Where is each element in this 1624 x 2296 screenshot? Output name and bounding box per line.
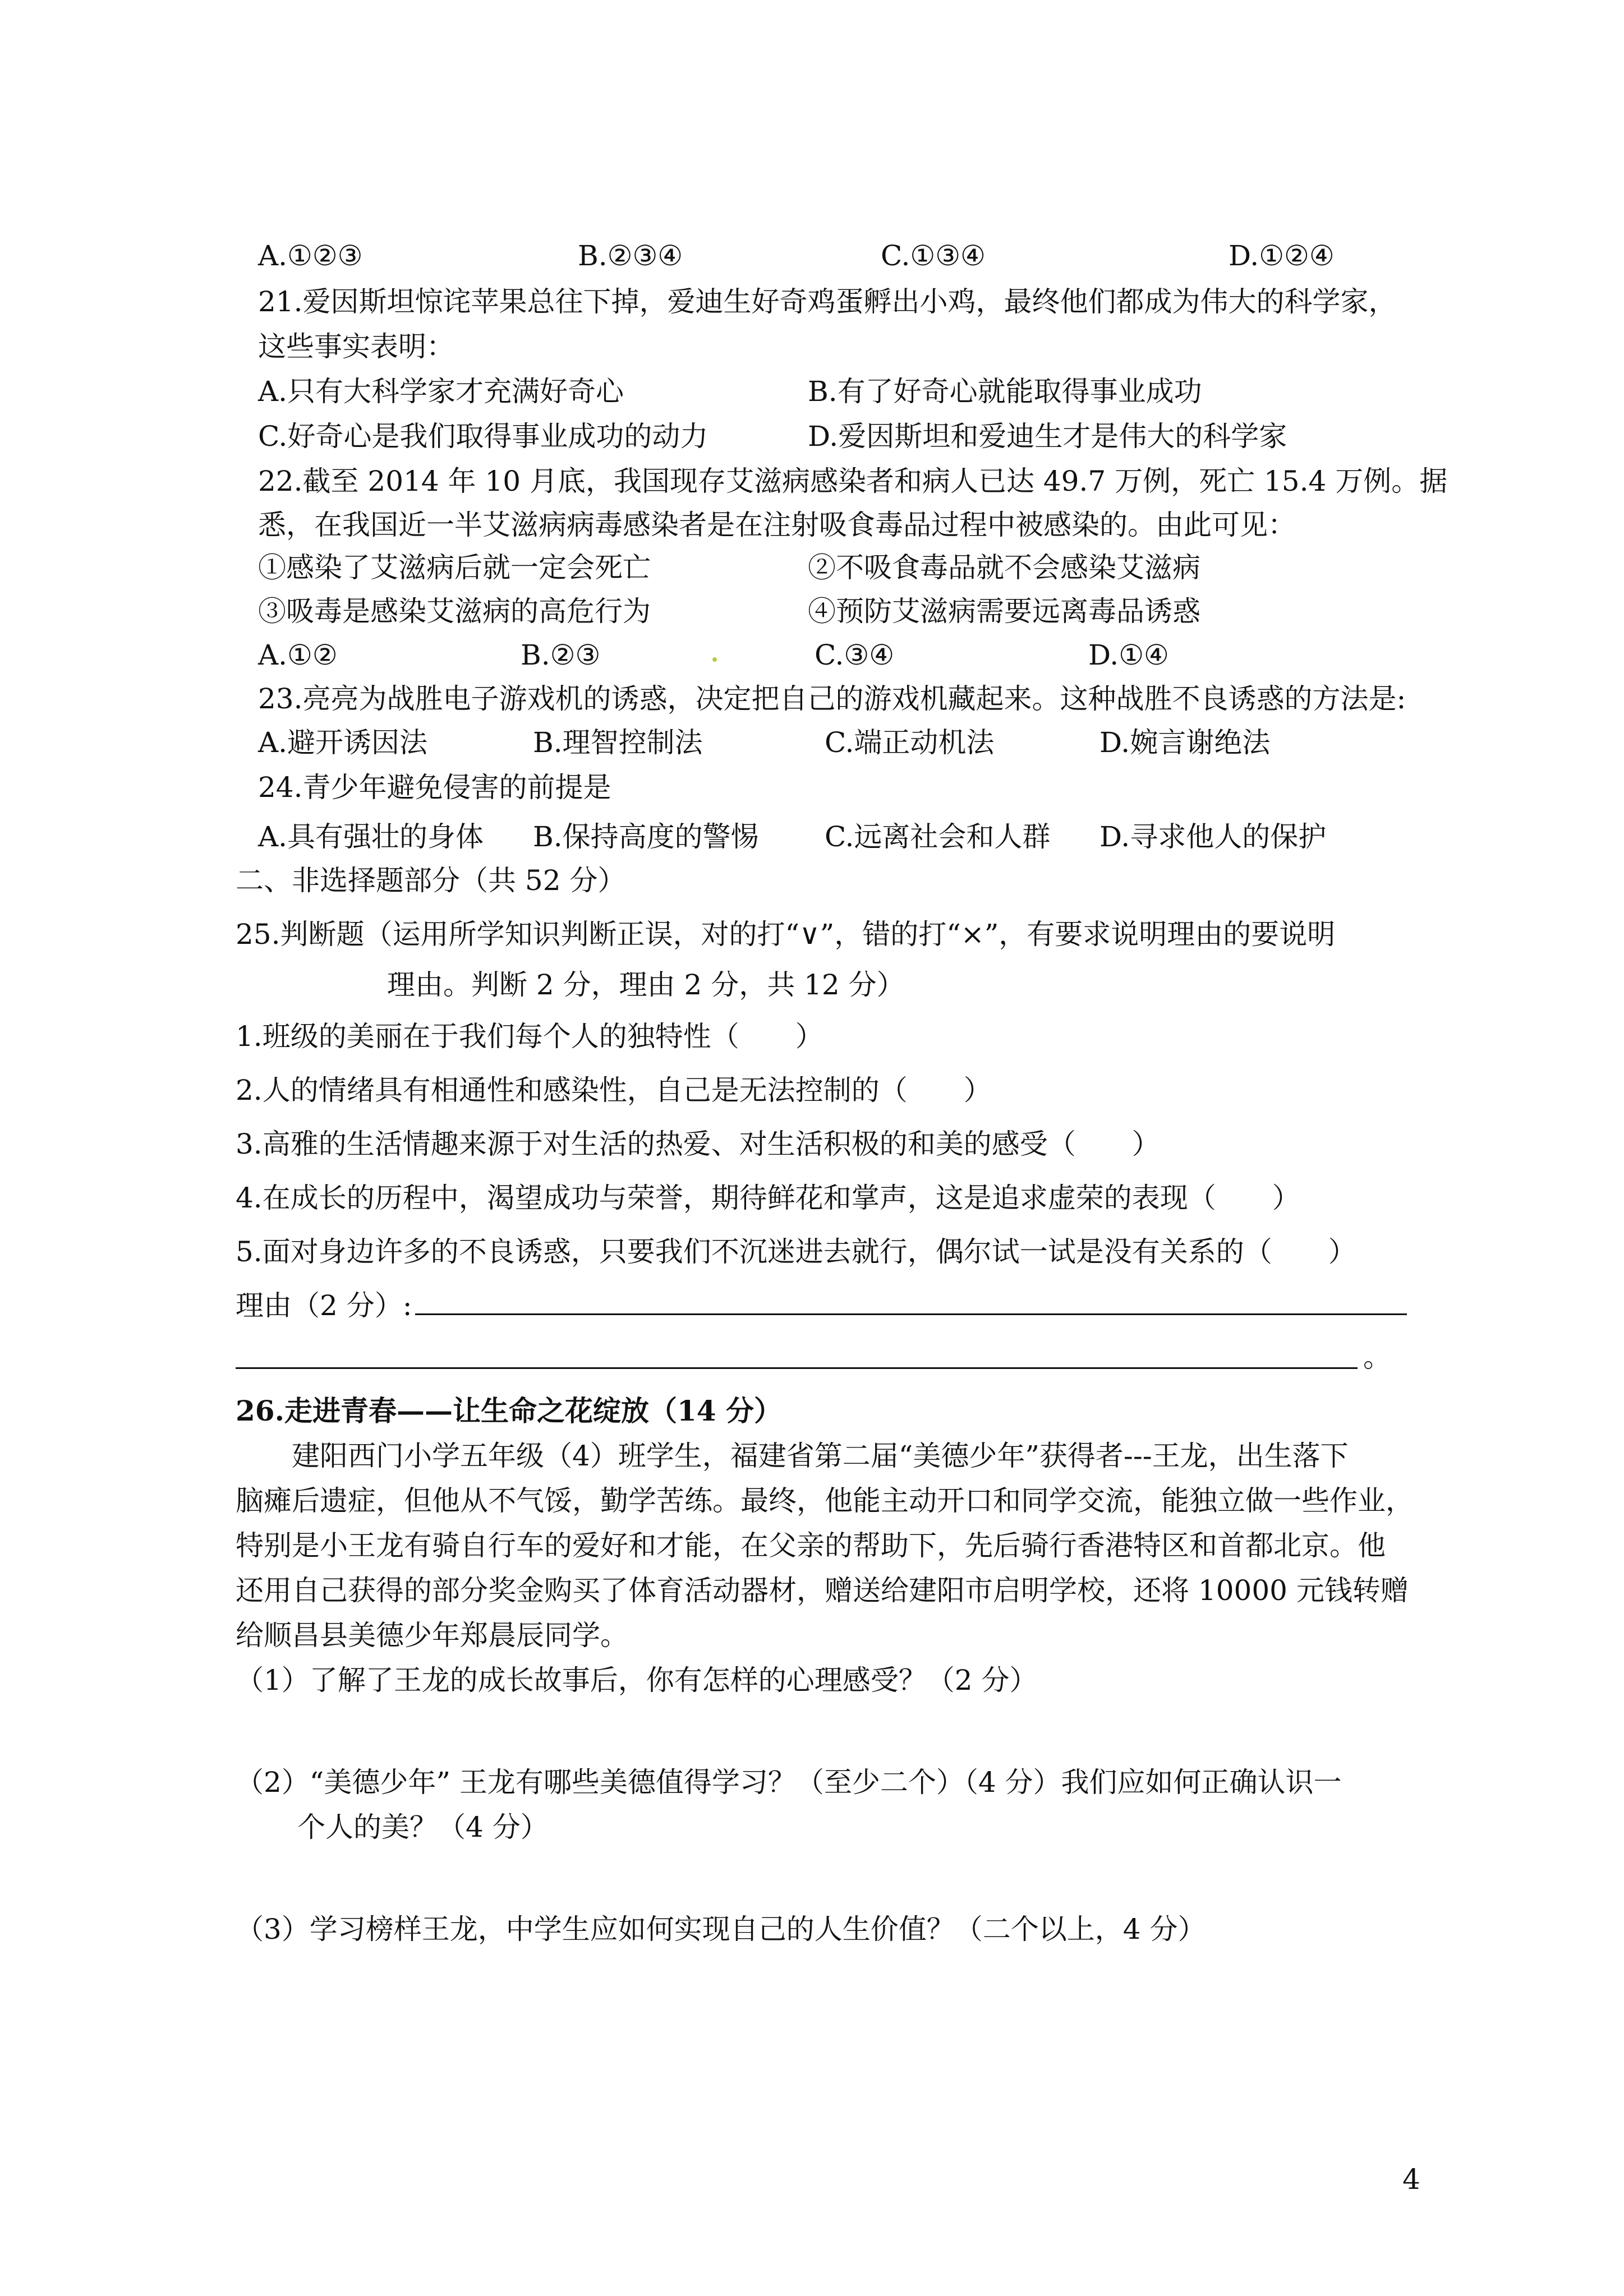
q21-option-d: D.爱因斯坦和爱迪生才是伟大的科学家 xyxy=(808,420,1287,453)
q20-option-a: A.①②③ xyxy=(258,239,363,272)
q26-para-line2: 脑瘫后遗症，但他从不气馁，勤学苦练。最终，他能主动开口和同学交流，能独立做一些作业， xyxy=(236,1484,1414,1517)
q24-option-c: C.远离社会和人群 xyxy=(825,820,1051,853)
q26-para-line4: 还用自己获得的部分奖金购买了体育活动器材，赠送给建阳市启明学校，还将 10000 元钱转赠 xyxy=(236,1574,1409,1607)
q22-item-4: ④预防艾滋病需要远离毒品诱惑 xyxy=(808,595,1200,628)
q24-option-d: D.寻求他人的保护 xyxy=(1099,820,1327,853)
section-heading: 二、非选择题部分（共 52 分） xyxy=(236,864,626,897)
q26-para-line3: 特别是小王龙有骑自行车的爱好和才能，在父亲的帮助下，先后骑行香港特区和首都北京。他 xyxy=(236,1529,1386,1562)
q23-stem: 23.亮亮为战胜电子游戏机的诱惑，决定把自己的游戏机藏起来。这种战胜不良诱惑的方法是: xyxy=(258,683,1406,715)
q21-stem-line1: 21.爱因斯坦惊诧苹果总往下掉，爱迪生好奇鸡蛋孵出小鸡，最终他们都成为伟大的科学家， xyxy=(258,285,1397,318)
q26-sub-2-line2: 个人的美？（4 分） xyxy=(297,1811,549,1843)
q20-option-b: B.②③④ xyxy=(578,239,683,272)
q25-item-2: 2.人的情绪具有相通性和感染性，自己是无法控制的（ ） xyxy=(236,1074,992,1106)
page-number: 4 xyxy=(1402,2163,1420,2196)
q22-stem-line2: 悉，在我国近一半艾滋病病毒感染者是在注射吸食毒品过程中被感染的。由此可见： xyxy=(258,509,1296,541)
q26-para-line5: 给顺昌县美德少年郑晨辰同学。 xyxy=(236,1619,628,1652)
q25-item-5: 5.面对身边许多的不良诱惑，只要我们不沉迷进去就行，偶尔试一试是没有关系的（ ） xyxy=(236,1235,1356,1268)
q21-option-b: B.有了好奇心就能取得事业成功 xyxy=(808,375,1202,408)
q24-stem: 24.青少年避免侵害的前提是 xyxy=(258,771,611,804)
q20-option-c: C.①③④ xyxy=(881,239,986,272)
q25-reason-answer-line-2[interactable] xyxy=(236,1367,1358,1369)
q22-option-d: D.①④ xyxy=(1088,639,1169,671)
q21-option-a: A.只有大科学家才充满好奇心 xyxy=(258,375,624,408)
q22-option-b: B.②③ xyxy=(521,639,601,671)
q26-sub-2-line1: （2）“美德少年” 王龙有哪些美德值得学习？（至少二个）（4 分）我们应如何正确认识一 xyxy=(236,1766,1342,1799)
q25-stem-line2: 理由。判断 2 分，理由 2 分，共 12 分） xyxy=(387,969,905,1001)
q23-option-d: D.婉言谢绝法 xyxy=(1099,726,1271,759)
q23-option-c: C.端正动机法 xyxy=(825,726,995,759)
q22-item-2: ②不吸食毒品就不会感染艾滋病 xyxy=(808,551,1200,584)
q22-option-a: A.①② xyxy=(258,639,338,671)
q24-option-a: A.具有强壮的身体 xyxy=(258,820,484,853)
q22-stem-line1: 22.截至 2014 年 10 月底，我国现存艾滋病感染者和病人已达 49.7 万例，死亡 15.4 万例。据 xyxy=(258,465,1448,497)
q26-sub-3: （3）学习榜样王龙，中学生应如何实现自己的人生价值？（二个以上，4 分） xyxy=(236,1913,1206,1945)
q22-item-1: ①感染了艾滋病后就一定会死亡 xyxy=(258,551,651,584)
q25-item-1: 1.班级的美丽在于我们每个人的独特性（ ） xyxy=(236,1020,823,1053)
scan-speck xyxy=(712,657,717,662)
q25-reason-label: 理由（2 分）: xyxy=(236,1289,412,1322)
q21-option-c: C.好奇心是我们取得事业成功的动力 xyxy=(258,420,709,453)
q21-stem-line2: 这些事实表明： xyxy=(258,330,454,363)
q25-period: 。 xyxy=(1363,1341,1391,1373)
q22-item-3: ③吸毒是感染艾滋病的高危行为 xyxy=(258,595,651,628)
q23-option-a: A.避开诱因法 xyxy=(258,726,428,759)
q26-sub-1: （1）了解了王龙的成长故事后，你有怎样的心理感受？（2 分） xyxy=(236,1664,1038,1696)
q26-para-line1: 建阳西门小学五年级（4）班学生，福建省第二届“美德少年”获得者---王龙，出生落下 xyxy=(292,1440,1349,1472)
q24-option-b: B.保持高度的警惕 xyxy=(533,820,759,853)
q25-item-3: 3.高雅的生活情趣来源于对生活的热爱、对生活积极的和美的感受（ ） xyxy=(236,1128,1160,1160)
q25-stem-line1: 25.判断题（运用所学知识判断正误，对的打“∨”，错的打“×”，有要求说明理由的要说明 xyxy=(236,918,1336,951)
q23-option-b: B.理智控制法 xyxy=(533,726,703,759)
q26-title: 26.走进青春——让生命之花绽放（14 分） xyxy=(236,1394,782,1427)
q22-option-c: C.③④ xyxy=(815,639,895,671)
q25-reason-answer-line-1[interactable] xyxy=(415,1313,1407,1315)
q25-item-4: 4.在成长的历程中，渴望成功与荣誉，期待鲜花和掌声，这是追求虚荣的表现（ ） xyxy=(236,1182,1300,1214)
q20-option-d: D.①②④ xyxy=(1229,239,1335,272)
